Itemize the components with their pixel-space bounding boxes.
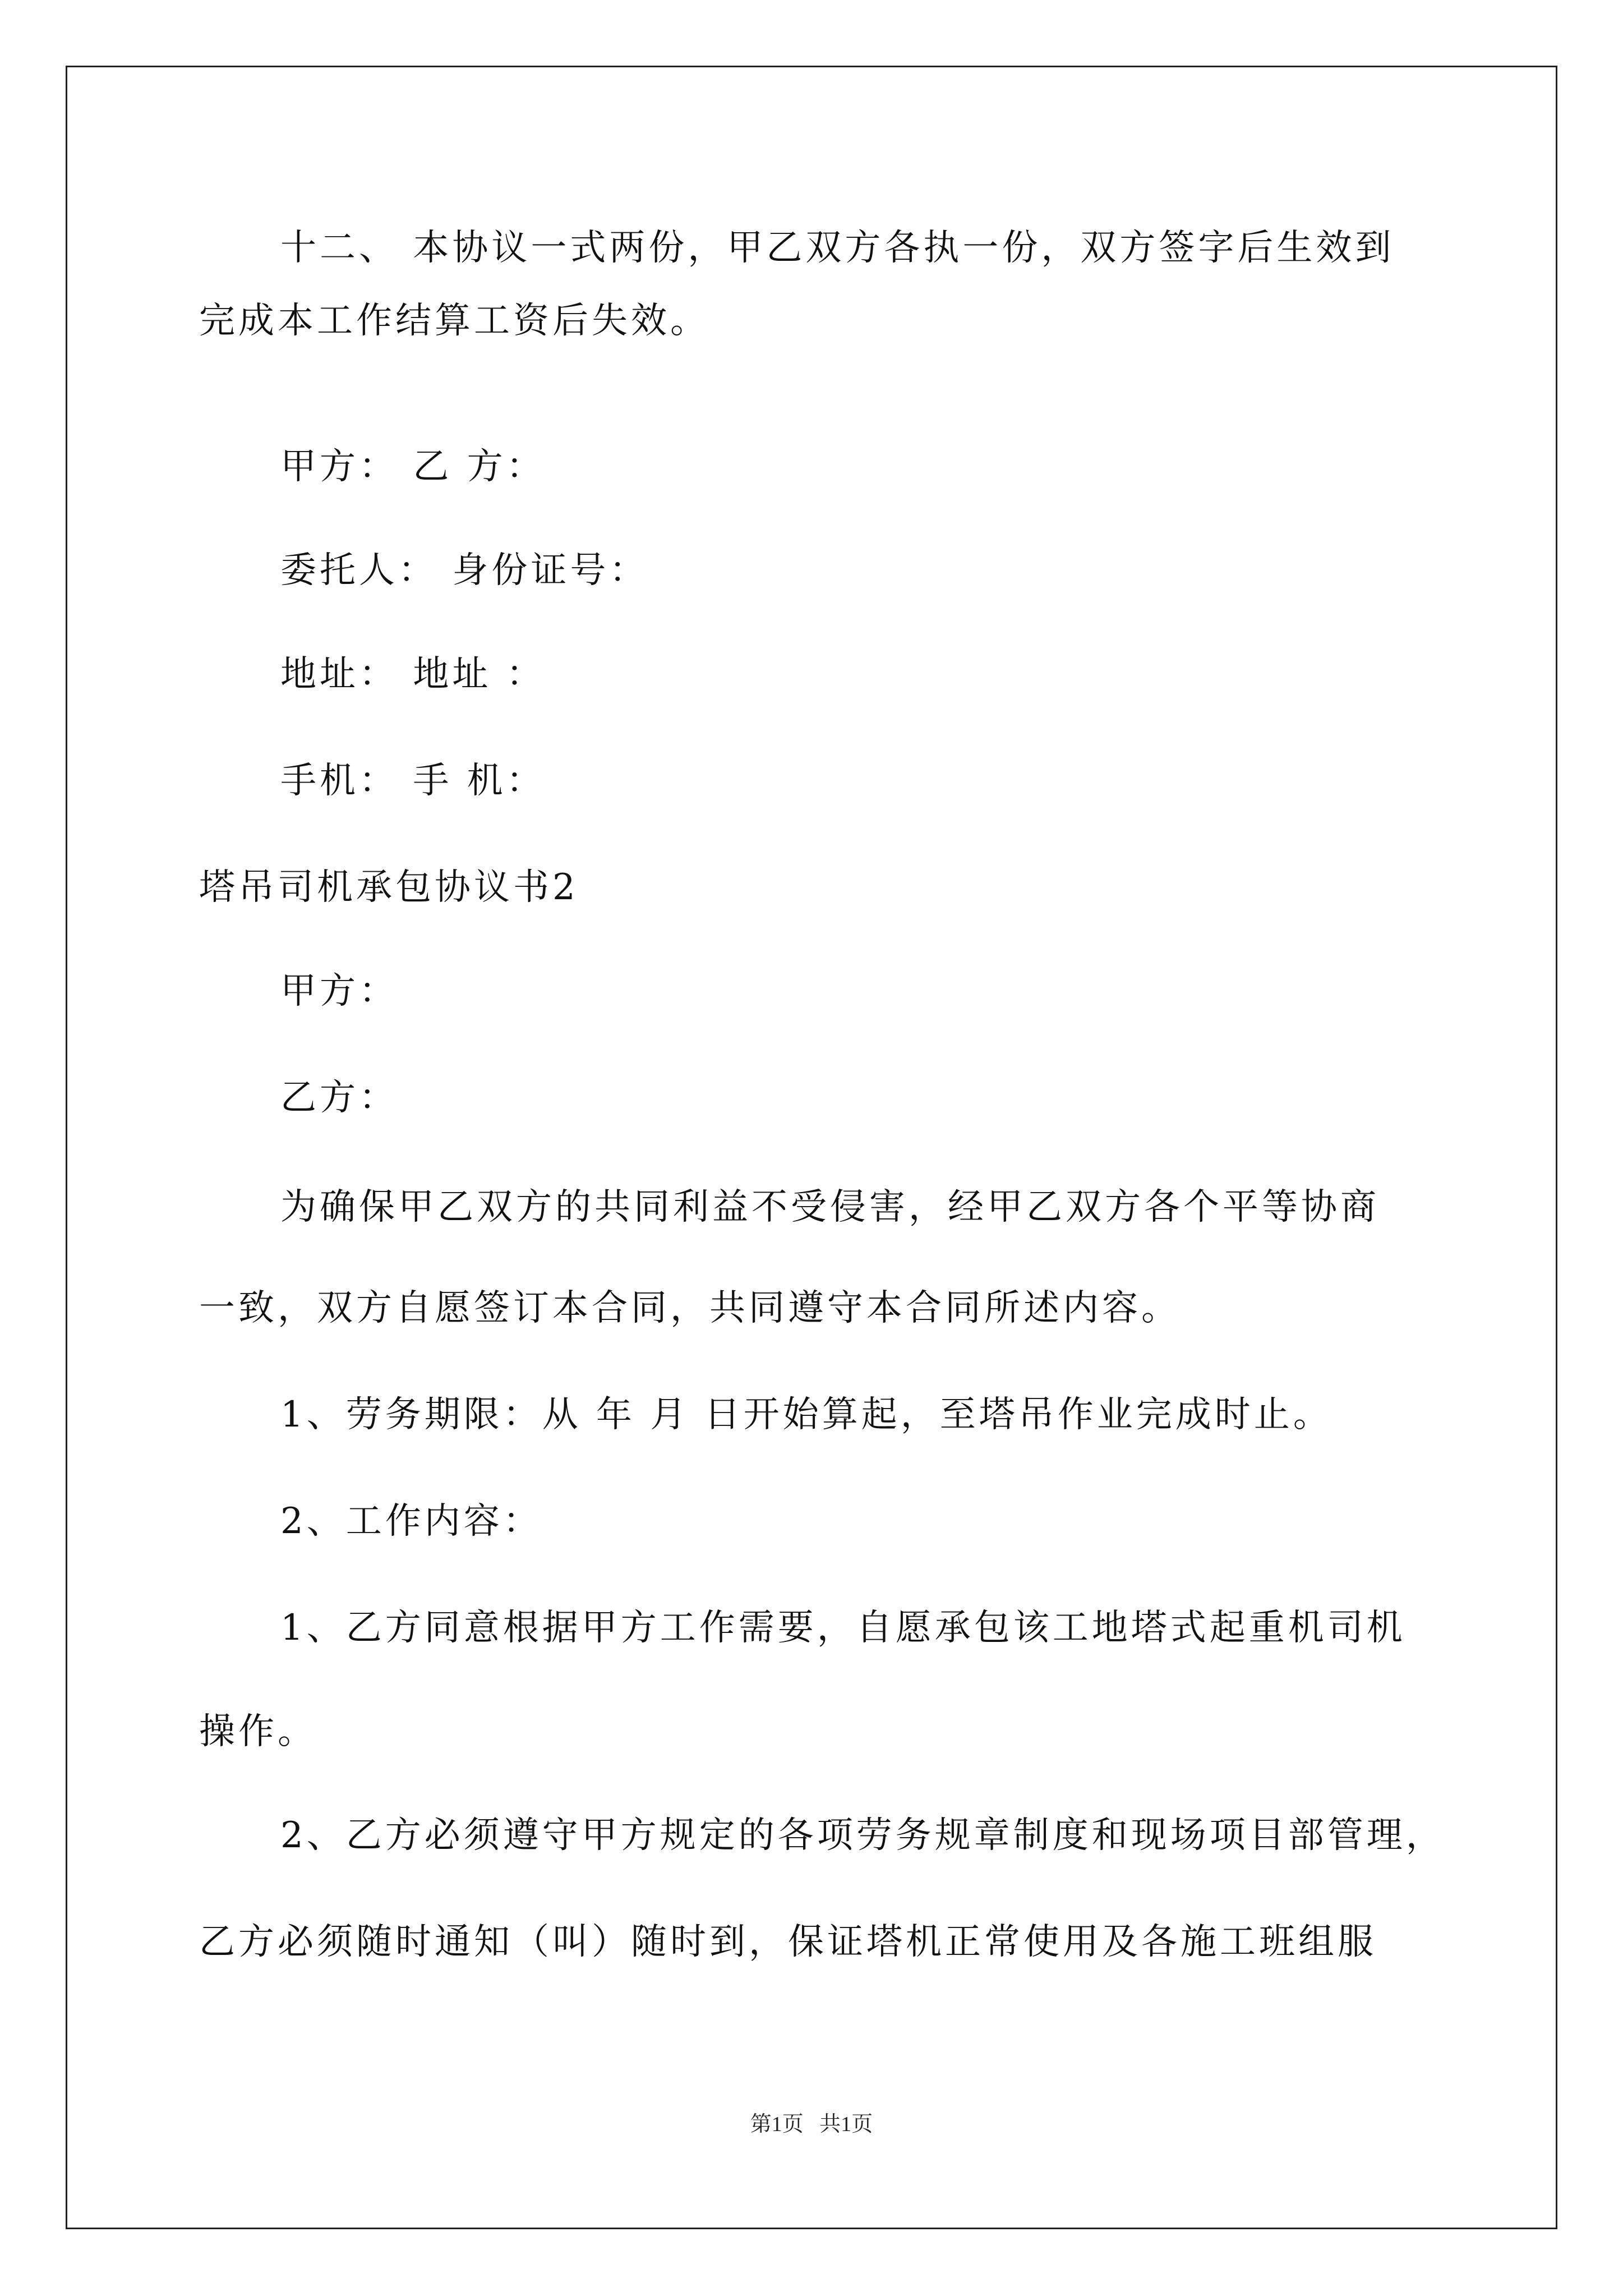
- paragraph-line: 为确保甲乙双方的共同利益不受侵害，经甲乙双方各个平等协商: [280, 1186, 1380, 1228]
- paragraph-line: 乙方必须随时通知（叫）随时到，保证塔机正常使用及各施工班组服: [199, 1921, 1377, 1963]
- section-title: 塔吊司机承包协议书2: [199, 867, 579, 908]
- paragraph-line: 2、乙方必须遵守甲方规定的各项劳务规章制度和现场项目部管理，: [280, 1815, 1445, 1856]
- paragraph-line: 十二、 本协议一式两份，甲乙双方各执一份，双方签字后生效到: [280, 227, 1395, 269]
- page-border: [66, 66, 1557, 2229]
- paragraph-line: 1、乙方同意根据甲方工作需要，自愿承包该工地塔式起重机司机: [280, 1607, 1406, 1649]
- paragraph-line: 操作。: [199, 1711, 317, 1752]
- page-footer: 第1页 共1页: [750, 2113, 873, 2136]
- paragraph-line: 完成本工作结算工资后失效。: [199, 300, 709, 342]
- term-clause: 1、劳务期限：从 年 月 日开始算起，至塔吊作业完成时止。: [280, 1394, 1332, 1435]
- work-content-heading: 2、工作内容：: [280, 1501, 542, 1542]
- paragraph-line: 一致，双方自愿签订本合同，共同遵守本合同所述内容。: [199, 1287, 1181, 1329]
- agent-id-line: 委托人： 身份证号：: [280, 550, 649, 591]
- party-a-line: 甲方：: [280, 970, 398, 1012]
- party-a-b-line: 甲方： 乙 方：: [280, 446, 546, 487]
- party-b-line: 乙方：: [280, 1077, 398, 1119]
- phone-line: 手机： 手 机：: [280, 760, 546, 802]
- address-line: 地址： 地址 ：: [280, 654, 546, 695]
